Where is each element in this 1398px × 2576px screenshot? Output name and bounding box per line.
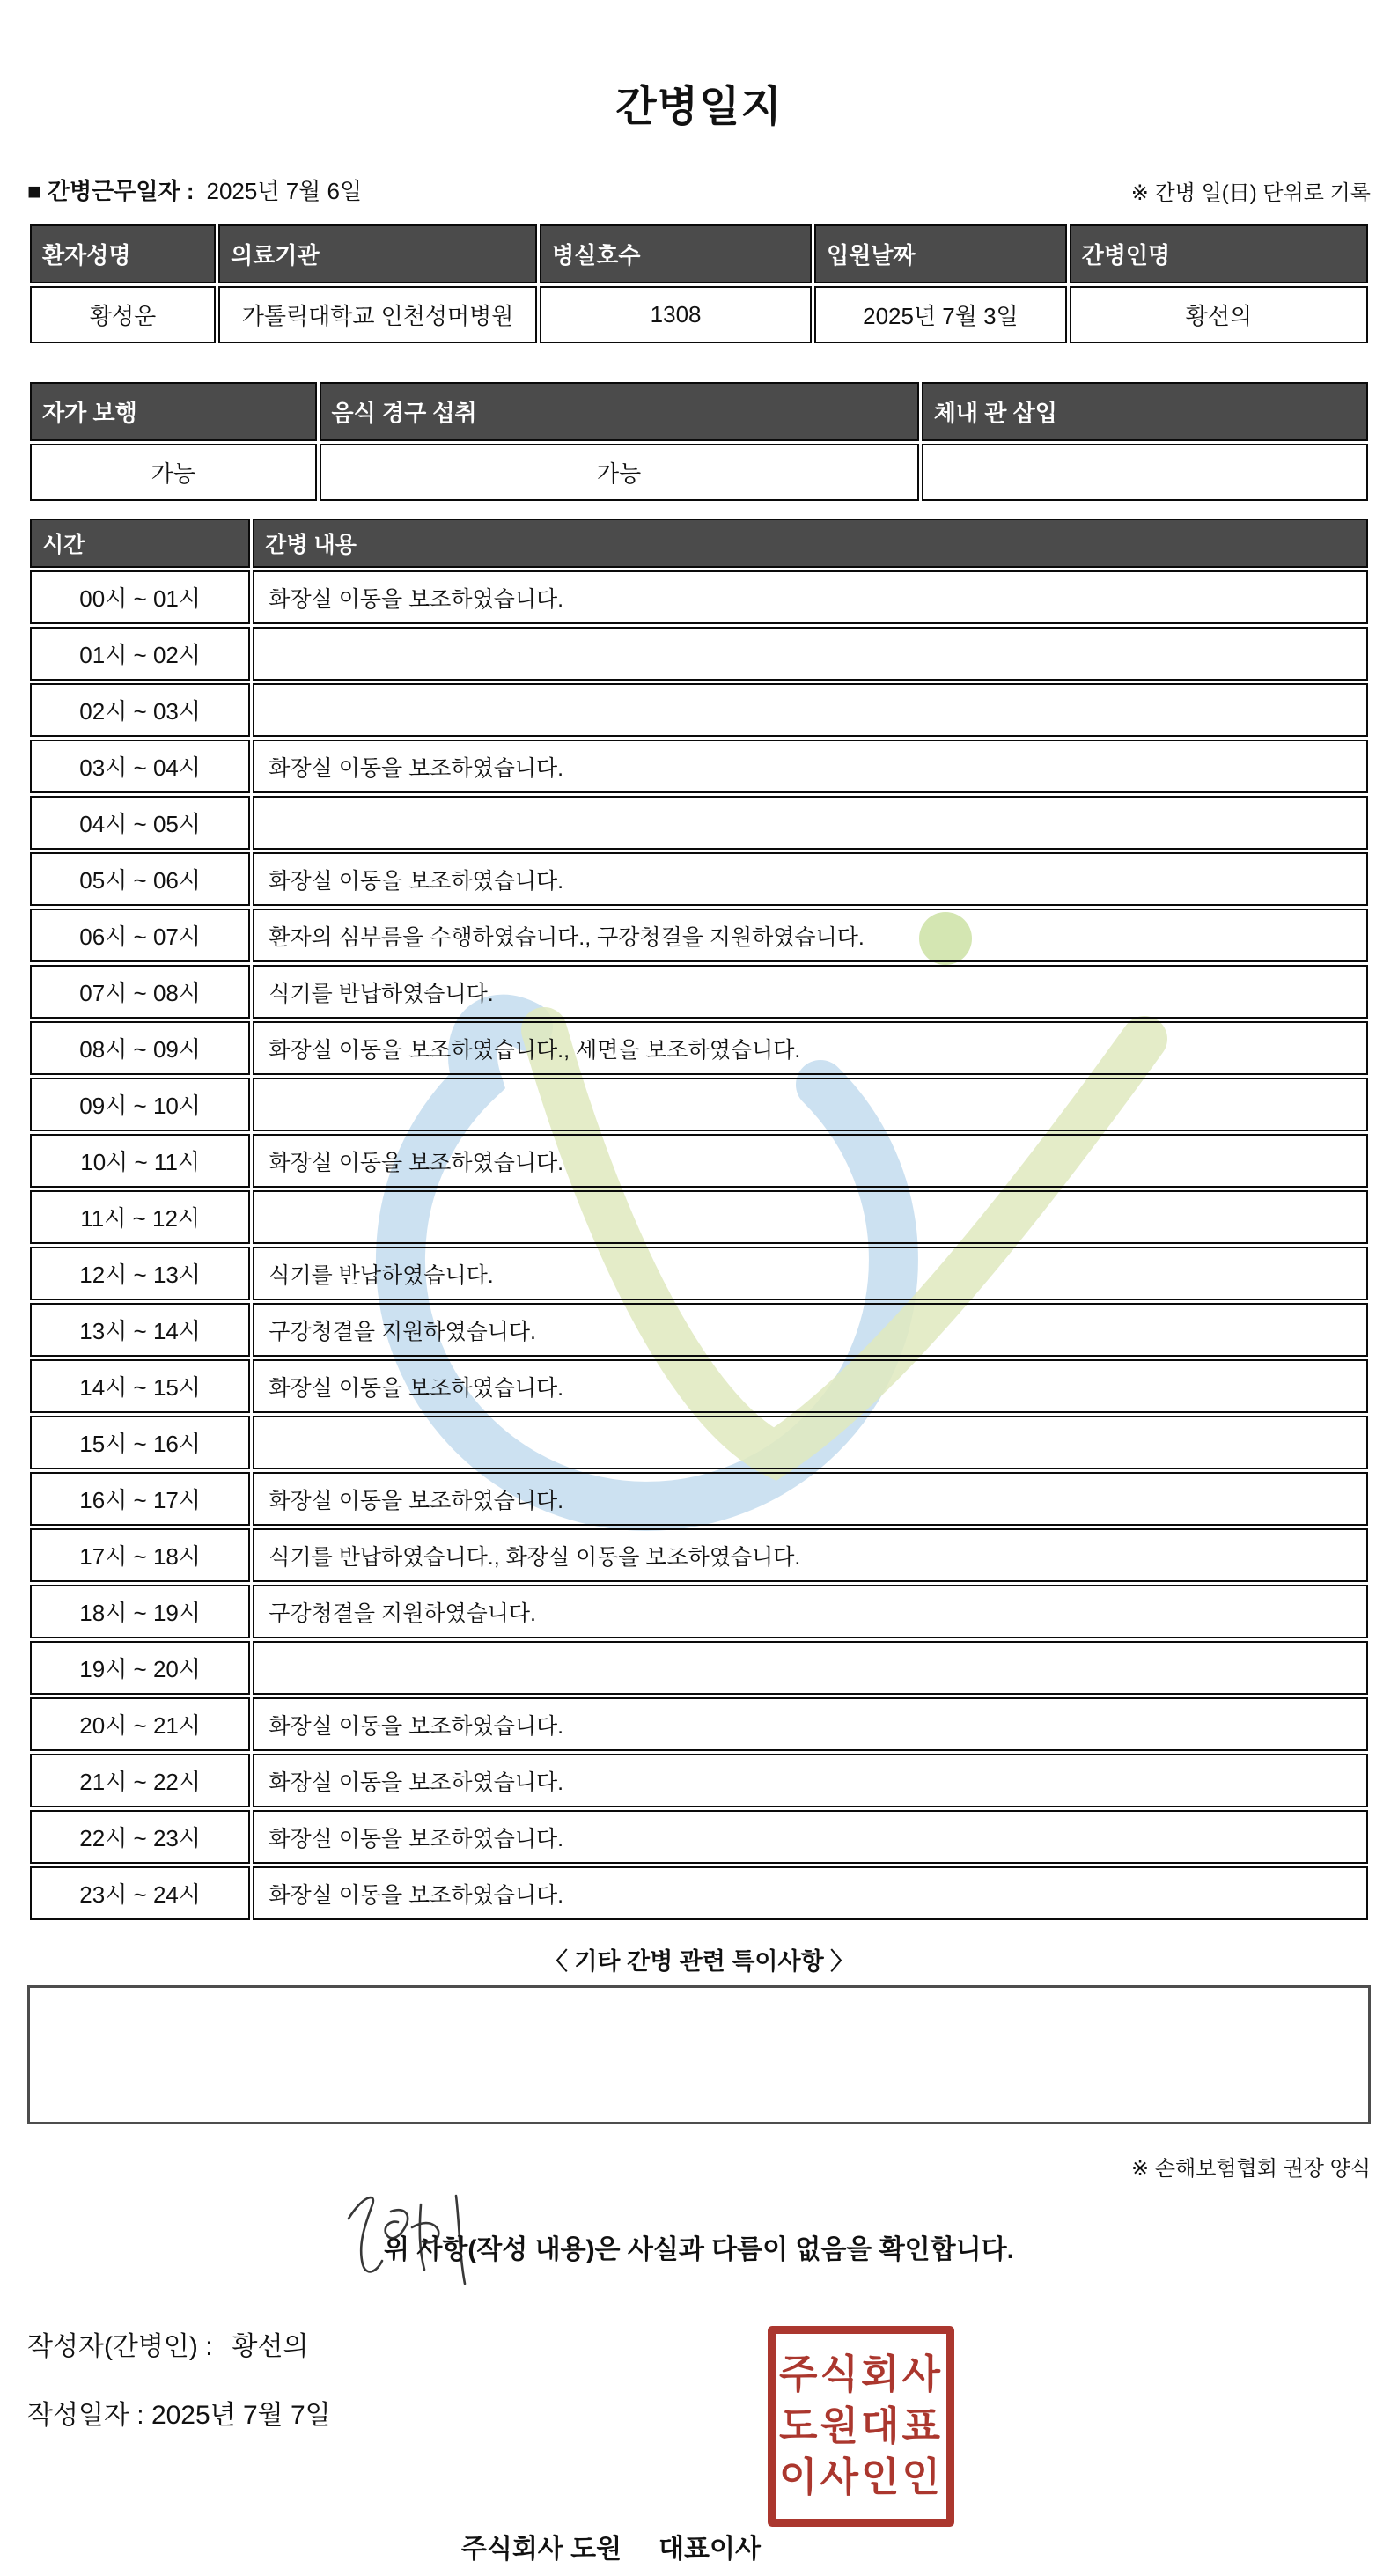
care-log-content xyxy=(253,1641,1368,1695)
care-log-time: 22시 ~ 23시 xyxy=(30,1810,250,1864)
care-log-content: 화장실 이동을 보조하였습니다. xyxy=(253,1472,1368,1526)
care-log-header-row xyxy=(30,519,1368,568)
caregiver-name: 황선의 xyxy=(1070,286,1368,343)
care-log-time: 08시 ~ 09시 xyxy=(30,1021,250,1075)
care-log-time: 11시 ~ 12시 xyxy=(30,1190,250,1244)
seal-line-3: 이사인인 xyxy=(779,2455,943,2500)
care-log-time: 09시 ~ 10시 xyxy=(30,1078,250,1131)
care-log-time: 14시 ~ 15시 xyxy=(30,1359,250,1413)
tube-insertion-value xyxy=(922,444,1368,501)
care-log-row xyxy=(30,1303,1368,1357)
room-number: 1308 xyxy=(540,286,812,343)
work-date-label: ■ 간병근무일자 : xyxy=(27,178,195,204)
written-date-value: 2025년 7월 7일 xyxy=(151,2401,331,2430)
care-log-time: 05시 ~ 06시 xyxy=(30,852,250,906)
care-log-time: 15시 ~ 16시 xyxy=(30,1416,250,1469)
care-log-time: 03시 ~ 04시 xyxy=(30,740,250,793)
care-log-content xyxy=(253,796,1368,850)
care-log-content: 화장실 이동을 보조하였습니다. xyxy=(253,1697,1368,1751)
patient-info-header-row xyxy=(30,224,1368,283)
care-log-row xyxy=(30,1754,1368,1807)
seal-line-1: 주식회사 xyxy=(779,2352,943,2397)
care-log-content: 구강청결을 지원하였습니다. xyxy=(253,1303,1368,1357)
care-log-row xyxy=(30,1134,1368,1188)
care-log-time: 21시 ~ 22시 xyxy=(30,1754,250,1807)
col-self-walking: 자가 보행 xyxy=(30,382,317,441)
care-log-content: 화장실 이동을 보조하였습니다. xyxy=(253,1754,1368,1807)
care-log-time: 07시 ~ 08시 xyxy=(30,965,250,1019)
care-log-time: 23시 ~ 24시 xyxy=(30,1866,250,1920)
hourly-care-log-table xyxy=(27,516,1371,1923)
work-date xyxy=(27,173,362,206)
care-log-row xyxy=(30,570,1368,624)
care-log-row xyxy=(30,1866,1368,1920)
care-log-row xyxy=(30,1528,1368,1582)
care-log-content: 구강청결을 지원하였습니다. xyxy=(253,1585,1368,1638)
care-log-content xyxy=(253,683,1368,737)
care-log-content: 식기를 반납하였습니다., 화장실 이동을 보조하였습니다. xyxy=(253,1528,1368,1582)
company-name: 주식회사 도원 xyxy=(460,2535,622,2564)
care-log-row xyxy=(30,1078,1368,1131)
care-log-time: 19시 ~ 20시 xyxy=(30,1641,250,1695)
care-log-time: 12시 ~ 13시 xyxy=(30,1247,250,1300)
col-care-content: 간병 내용 xyxy=(253,519,1368,568)
confirmation-statement: 위 사항(작성 내용)은 사실과 다름이 없음을 확인합니다. xyxy=(384,2235,1014,2264)
col-medical-institution: 의료기관 xyxy=(218,224,537,283)
care-log-row xyxy=(30,683,1368,737)
care-log-content: 화장실 이동을 보조하였습니다. xyxy=(253,570,1368,624)
col-patient-name: 환자성명 xyxy=(30,224,216,283)
care-log-row xyxy=(30,1472,1368,1526)
self-walking-value: 가능 xyxy=(30,444,317,501)
written-date-line xyxy=(27,2393,1371,2432)
care-log-content: 화장실 이동을 보조하였습니다. xyxy=(253,852,1368,906)
patient-info-table xyxy=(27,222,1371,346)
company-line xyxy=(27,2527,761,2565)
care-log-row xyxy=(30,1359,1368,1413)
company-title: 대표이사 xyxy=(659,2535,761,2564)
care-log-time: 04시 ~ 05시 xyxy=(30,796,250,850)
care-log-time: 13시 ~ 14시 xyxy=(30,1303,250,1357)
care-log-row xyxy=(30,627,1368,681)
form-note: ※ 손해보험협회 권장 양식 xyxy=(1131,2157,1371,2181)
care-log-time: 01시 ~ 02시 xyxy=(30,627,250,681)
unit-note: ※ 간병 일(日) 단위로 기록 xyxy=(1130,181,1371,205)
care-log-content: 환자의 심부름을 수행하였습니다., 구강청결을 지원하였습니다. xyxy=(253,909,1368,962)
col-room-number: 병실호수 xyxy=(540,224,812,283)
col-oral-intake: 음식 경구 섭취 xyxy=(320,382,919,441)
care-log-content: 화장실 이동을 보조하였습니다. xyxy=(253,1359,1368,1413)
care-log-row xyxy=(30,1810,1368,1864)
company-seal xyxy=(768,2326,954,2527)
care-log-row xyxy=(30,1641,1368,1695)
care-log-time: 18시 ~ 19시 xyxy=(30,1585,250,1638)
care-log-row xyxy=(30,740,1368,793)
care-log-row xyxy=(30,1247,1368,1300)
care-log-row xyxy=(30,1697,1368,1751)
care-log-time: 10시 ~ 11시 xyxy=(30,1134,250,1188)
written-date-label: 작성일자 : xyxy=(27,2401,144,2430)
care-log-content xyxy=(253,1078,1368,1131)
care-log-row xyxy=(30,909,1368,962)
care-log-content: 화장실 이동을 보조하였습니다. xyxy=(253,1134,1368,1188)
patient-status-table xyxy=(27,379,1371,504)
notes-heading: 〈 기타 간병 관련 특이사항 〉 xyxy=(543,1948,855,1975)
col-admission-date: 입원날짜 xyxy=(814,224,1067,283)
care-log-content xyxy=(253,627,1368,681)
care-log-content: 식기를 반납하였습니다. xyxy=(253,965,1368,1019)
care-log-row xyxy=(30,796,1368,850)
medical-institution: 가톨릭대학교 인천성머병원 xyxy=(218,286,537,343)
care-log-row xyxy=(30,1190,1368,1244)
status-value-row xyxy=(30,444,1368,501)
patient-name: 황성운 xyxy=(30,286,216,343)
care-log-row xyxy=(30,1585,1368,1638)
care-log-content: 화장실 이동을 보조하였습니다. xyxy=(253,740,1368,793)
care-log-time: 16시 ~ 17시 xyxy=(30,1472,250,1526)
care-log-content xyxy=(253,1190,1368,1244)
page-title: 간병일지 xyxy=(615,84,783,130)
writer-name: 황선의 xyxy=(232,2332,309,2361)
care-log-row xyxy=(30,852,1368,906)
care-log-row xyxy=(30,1021,1368,1075)
col-tube-insertion: 체내 관 삽입 xyxy=(922,382,1368,441)
care-log-row xyxy=(30,1416,1368,1469)
oral-intake-value: 가능 xyxy=(320,444,919,501)
care-log-content: 화장실 이동을 보조하였습니다. xyxy=(253,1810,1368,1864)
notes-box xyxy=(27,1985,1371,2124)
seal-line-2: 도원대표 xyxy=(779,2403,943,2448)
handwritten-signature xyxy=(336,2189,521,2290)
care-log-time: 06시 ~ 07시 xyxy=(30,909,250,962)
care-log-time: 00시 ~ 01시 xyxy=(30,570,250,624)
meta-line xyxy=(27,173,1371,206)
care-log-time: 20시 ~ 21시 xyxy=(30,1697,250,1751)
care-log-content: 식기를 반납하였습니다. xyxy=(253,1247,1368,1300)
writer-line xyxy=(27,2324,1371,2363)
care-log-content: 화장실 이동을 보조하였습니다., 세면을 보조하였습니다. xyxy=(253,1021,1368,1075)
care-log-time: 02시 ~ 03시 xyxy=(30,683,250,737)
care-log-time: 17시 ~ 18시 xyxy=(30,1528,250,1582)
status-header-row xyxy=(30,382,1368,441)
care-log-content xyxy=(253,1416,1368,1469)
work-date-value: 2025년 7월 6일 xyxy=(206,178,363,204)
care-log-row xyxy=(30,965,1368,1019)
care-log-content: 화장실 이동을 보조하였습니다. xyxy=(253,1866,1368,1920)
col-time: 시간 xyxy=(30,519,250,568)
writer-label: 작성자(간병인) : xyxy=(27,2332,213,2361)
patient-info-value-row xyxy=(30,286,1368,343)
col-caregiver-name: 간병인명 xyxy=(1070,224,1368,283)
admission-date: 2025년 7월 3일 xyxy=(814,286,1067,343)
